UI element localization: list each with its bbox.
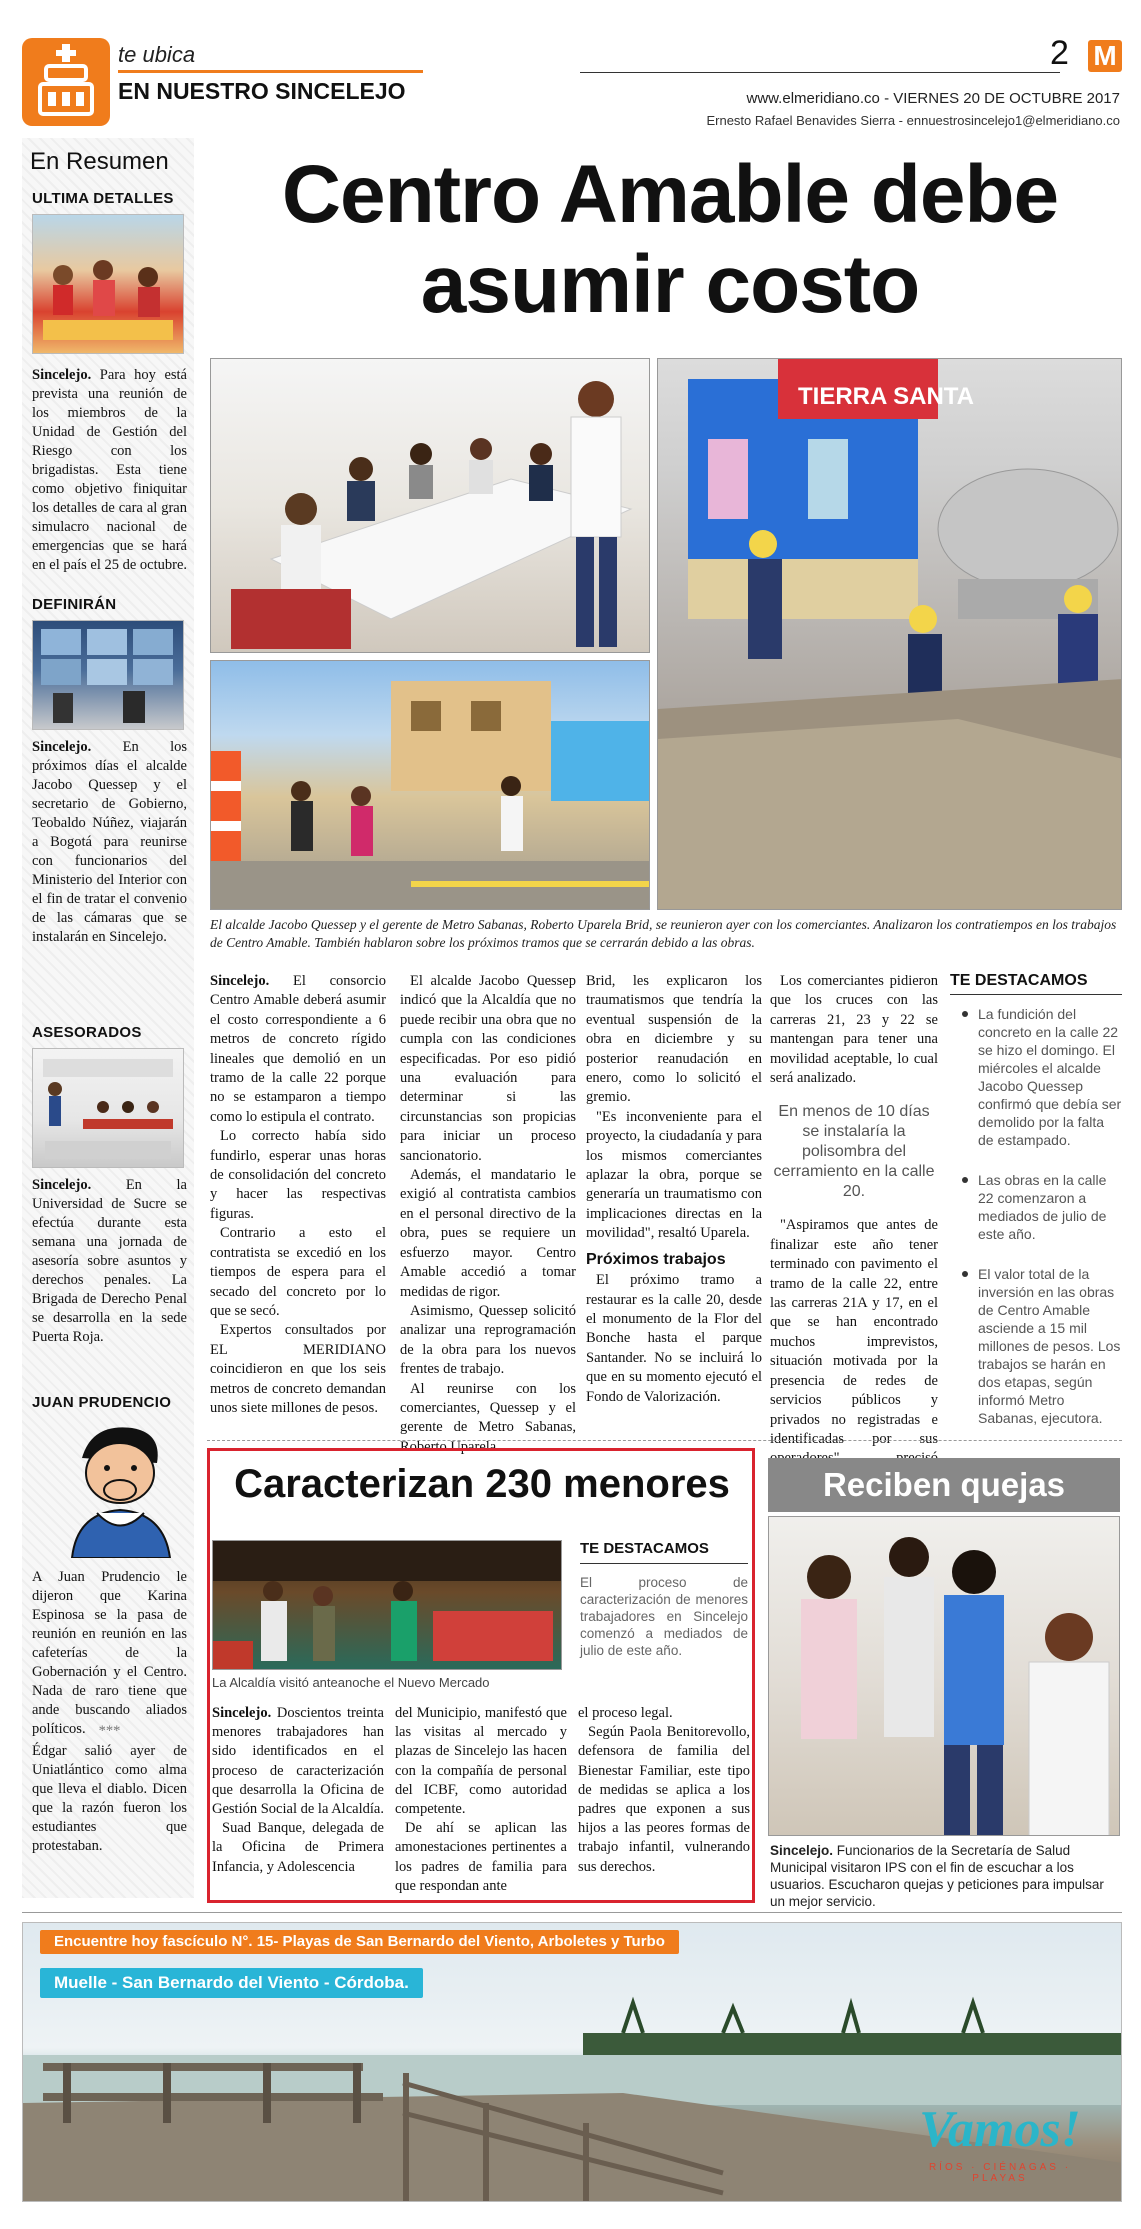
photo-meeting <box>210 358 650 653</box>
box-photo-market <box>212 1540 562 1670</box>
section-rule <box>118 70 423 73</box>
paragraph: Lo correcto había sido fundirlo, esperar unas horas de consolidación del concreto y hacer las respectivas figuras. <box>210 1128 386 1222</box>
paragraph: Contrario a esto el contratista se excedió en los tiempos de espera para el secado del concreto por lo que se secó. <box>210 1225 386 1319</box>
sidebar-item-head: JUAN PRUDENCIO <box>32 1394 172 1411</box>
photo-pier-image <box>23 1923 1122 2202</box>
sidebar-item-head: ASESORADOS <box>32 1024 142 1041</box>
paragraph <box>210 972 386 1127</box>
cartoon-character-icon <box>52 1418 182 1558</box>
ad-banner-muelle <box>22 1922 1122 2202</box>
sidebar-photo-monitoring <box>32 620 184 730</box>
box-column-3 <box>578 1704 750 1877</box>
photo-workers-image <box>658 359 1122 910</box>
quejas-caption <box>770 1842 1122 1910</box>
sidebar-title: En Resumen <box>30 148 169 175</box>
sidebar-item-head: DEFINIRÁN <box>32 596 117 613</box>
quejas-photo <box>768 1516 1120 1836</box>
paragraph: De ahí se aplican las amonestaciones pertinentes a los padres de familia para que respondan ante <box>395 1820 567 1894</box>
quejas-headline: Reciben quejas <box>768 1458 1120 1512</box>
pull-quote: En menos de 10 días se instalaría la polisombra del cerramiento en la calle 20. <box>773 1103 935 1201</box>
dateline[interactable]: www.elmeridiano.co - VIERNES 20 DE OCTUBRE 2017 <box>746 90 1120 107</box>
item-body: Para hoy está prevista una reunión de los miembros de la Unidad de Gestión del Riesgo con los brigadistas. Esta tiene como objetivo finiquitar los detalles de cara al gran simulacro nacional de emergencias que se hará en el país el 25 de octubre. <box>32 367 188 573</box>
sidebar-item-text: A Juan Prudencio le dijeron que Karina Espinosa se la pasa de reunión en reunión en las cafeterías de la Gobernación y el Centro. Nada de raro tiene que ande buscando aliados políticos. <box>32 1569 187 1737</box>
bottom-rule <box>22 1912 1122 1913</box>
section-name: EN NUESTRO SINCELEJO <box>118 78 406 104</box>
caption-lead: Sincelejo. <box>770 1843 834 1858</box>
paragraph: Al reunirse con los comerciantes, Quessep y el gerente de Metro Sabanas, Roberto Uparela <box>400 1380 576 1455</box>
destacamos-list <box>962 1005 1122 1449</box>
paragraph: El alcalde Jacobo Quessep indicó que la Alcaldía que no puede recibir una obra que no cumpla con las condiciones especificadas. Por eso pidió una evaluación para determinar si las circunstancias son propicias para iniciar un proceso sancionatorio. <box>400 973 576 1164</box>
paragraph: "Es inconveniente para el proyecto, la ciudadanía y para los mismos comerciantes aplazar la obra, porque se generaría un traumatismo con implicaciones directas en la movilidad", resaltó Uparela. <box>586 1108 762 1242</box>
article-column-2 <box>400 972 576 1457</box>
box-headline: Caracterizan 230 menores <box>234 1462 730 1506</box>
paragraph: Según Paola Benitorevollo, defensora de familia del Bienestar Familiar, este tipo de medidas se aplica a los padres que exponen a sus hijos a las peores formas de trabajo infantil, vulnerando sus derechos. <box>578 1724 750 1875</box>
article-subhead: Próximos trabajos <box>586 1250 726 1268</box>
section-divider <box>207 1440 1122 1441</box>
newspaper-logo: M <box>1088 40 1122 72</box>
section-logo <box>22 38 110 126</box>
page-number: 2 <box>1050 34 1069 72</box>
item-lead: Sincelejo. <box>32 1177 92 1193</box>
photo-street-image <box>211 661 650 910</box>
paragraph: Además, el mandatario le exigió al contratista cambios en el personal directivo de la obra, pues se requiere un esfuerzo mayor. Centro Amable accedió a tomar medidas de rigor. <box>400 1167 576 1300</box>
vamos-brand-logo: Vamos! <box>919 2101 1081 2158</box>
paragraph-lead: Sincelejo. <box>210 973 270 989</box>
paragraph-text: El consorcio Centro Amable deberá asumir el costo correspondiente a 6 metros de concreto rígido lineales que demolió en un tramo de la calle 22 porque no se estamparon a tiempo como lo estipula el contrato. <box>210 973 386 1125</box>
paragraph: "Aspiramos que antes de finalizar este año tener terminado con pavimento el tramo de la calle 22, entre las carreras 21A y 17, en el que se han encontrado muchos imprevistos, situación motivada por la presencia de redes de servicios públicos y privados no registradas e identificadas por sus <box>770 1217 938 1447</box>
paragraph: el proceso legal. <box>578 1705 673 1721</box>
item-body: En los próximos días el alcalde Jacobo Quessep y el secretario de Gobierno, Teobaldo Núñez, viajarán a Bogotá para reunirse con funcionarios del Ministerio del Interior con el fin de tratar el convenio de las cámaras que se instalarán en Sincelejo. <box>32 739 187 945</box>
destacamos-item: El valor total de la inversión en las obras de Centro Amable asciende a 15 mil millones de pesos. Los trabajos se harán en dos etapas, según informó Metro Sabanas, ejecutora. <box>962 1265 1122 1427</box>
photo-people-image <box>33 215 183 353</box>
banner-fasciculo-tag: Encuentre hoy fascículo N°. 15- Playas de San Bernardo del Viento, Arboletes y Turbo <box>40 1930 679 1954</box>
sidebar-photo-classroom <box>32 1048 184 1168</box>
vamos-brand-subtitle: RÍOS · CIÉNAGAS · PLAYAS <box>928 2162 1072 2184</box>
destacamos-item: La fundición del concreto en la calle 22 se hizo el domingo. El miércoles el alcalde Jacobo Quessep confirmó que debía ser demolido por la falta de estampado. <box>962 1005 1122 1149</box>
sidebar-photo-brigadistas <box>32 214 184 354</box>
paragraph: Expertos consultados por EL MERIDIANO coincidieron en que los seis metros de concreto demandan unos siete millones de pesos. <box>210 1322 386 1416</box>
paragraph: Brid, les explicaron los traumatismos que tendría la eventual suspensión de la obra en diciembre y su posterior reanudación en enero, como lo solicitó el gremio. <box>586 973 762 1106</box>
box-photo-caption: La Alcaldía visitó anteanoche el Nuevo Mercado <box>212 1675 490 1690</box>
box-destacamos-rule <box>580 1563 748 1564</box>
photo-caption: El alcalde Jacobo Quessep y el gerente de Metro Sabanas, Roberto Uparela Brid, se reunieron ayer con los comerciantes. Analizaron los contratiempos en los trabajos de Centro Amable. También hablaron sobre los próximos tramos que se cerrarán debido a las obras. <box>210 917 1117 950</box>
article-column-1 <box>210 972 386 1418</box>
box-destacamos-text: El proceso de caracterización de menores trabajadores en Sincelejo comenzó a mediados de julio de este año. <box>580 1575 748 1658</box>
item-lead: Sincelejo. <box>32 367 92 383</box>
paragraph: Los comerciantes pidieron que los cruces con las carreras 21, 23 y 22 se mantengan para tener una movilidad aceptable, lo cual será analizado. <box>770 973 938 1087</box>
section-kicker: te ubica <box>118 42 196 67</box>
sidebar-item-head: ULTIMA DETALLES <box>32 190 174 207</box>
sidebar-item-text <box>32 366 187 575</box>
photo-classroom-image <box>33 1049 183 1167</box>
paragraph: Suad Banque, delegada de la Oficina de Primera Infancia, y Adolescencia <box>212 1820 384 1875</box>
juan-prudencio-cartoon <box>52 1418 182 1558</box>
photo-market-image <box>213 1541 562 1670</box>
paragraph: Asimismo, Quessep solicitó analizar una reprogramación de la obra para los nuevos frentes de trabajo. <box>400 1302 576 1378</box>
article-column-3 <box>586 972 762 1407</box>
item-body: En la Universidad de Sucre se efectúa durante esta semana una jornada de asesoría sobre asuntos y derechos penales. La Brigada de Derecho Penal se desarrolla en la sede Puerta Roja. <box>32 1177 187 1345</box>
article-column-4 <box>770 972 938 1488</box>
sidebar-item-text <box>32 1176 187 1347</box>
paragraph-lead: Sincelejo. <box>212 1705 272 1721</box>
item-lead: Sincelejo. <box>32 739 92 755</box>
byline[interactable]: Ernesto Rafael Benavides Sierra - ennuestrosincelejo1@elmeridiano.co <box>706 113 1120 128</box>
paragraph <box>212 1704 384 1819</box>
header-rule <box>580 72 1060 73</box>
caption-text: Funcionarios de la Secretaría de Salud Municipal visitaron IPS con el fin de escuchar a los usuarios. Escucharon quejas y peticiones para impulsar un mejor servicio. <box>770 1843 1104 1909</box>
paragraph: del Municipio, manifestó que las visitas al mercado y plazas de Sincelejo las hacen con la compañía de personal del ICBF, como autoridad competente. <box>395 1705 567 1818</box>
destacamos-title: TE DESTACAMOS <box>950 972 1088 989</box>
church-icon <box>22 38 110 126</box>
banner-location-tag: Muelle - San Bernardo del Viento - Córdoba. <box>40 1968 423 1998</box>
sidebar-item-text: Édgar salió ayer de Uniatlántico como alma que lleva el diablo. Dicen que la razón fueron los estudiantes que protestaban. <box>32 1743 187 1854</box>
store-sign-text: TIERRA SANTA <box>798 383 974 410</box>
main-headline: Centro Amable debe asumir costo <box>281 149 1059 330</box>
box-column-2 <box>395 1704 567 1896</box>
photo-concrete-workers <box>657 358 1122 910</box>
photo-cameras-image <box>33 621 183 729</box>
photo-meeting-image <box>211 359 650 653</box>
photo-health-officials-image <box>769 1517 1120 1836</box>
sidebar-en-resumen <box>22 138 194 1898</box>
sidebar-separator: *** <box>98 1723 121 1739</box>
box-column-1 <box>212 1704 384 1877</box>
sidebar-item-text <box>32 738 187 947</box>
destacamos-rule <box>950 994 1122 995</box>
box-destacamos-title: TE DESTACAMOS <box>580 1540 709 1557</box>
paragraph: El próximo tramo a restaurar es la calle 20, desde el monumento de la Flor del Bonche hasta el parque Santander. No se incluirá lo que en su momento ejecutó el Fondo de Valorización. <box>586 1272 762 1405</box>
paragraph-text: Doscientos treinta menores trabajadores han sido identificados en el proceso de caracterización que desarrolla la Oficina de Gestión Social de la Alcaldía. <box>212 1705 384 1818</box>
photo-street-works <box>210 660 650 910</box>
destacamos-item: Las obras en la calle 22 comenzaron a mediados de julio de este año. <box>962 1171 1122 1243</box>
